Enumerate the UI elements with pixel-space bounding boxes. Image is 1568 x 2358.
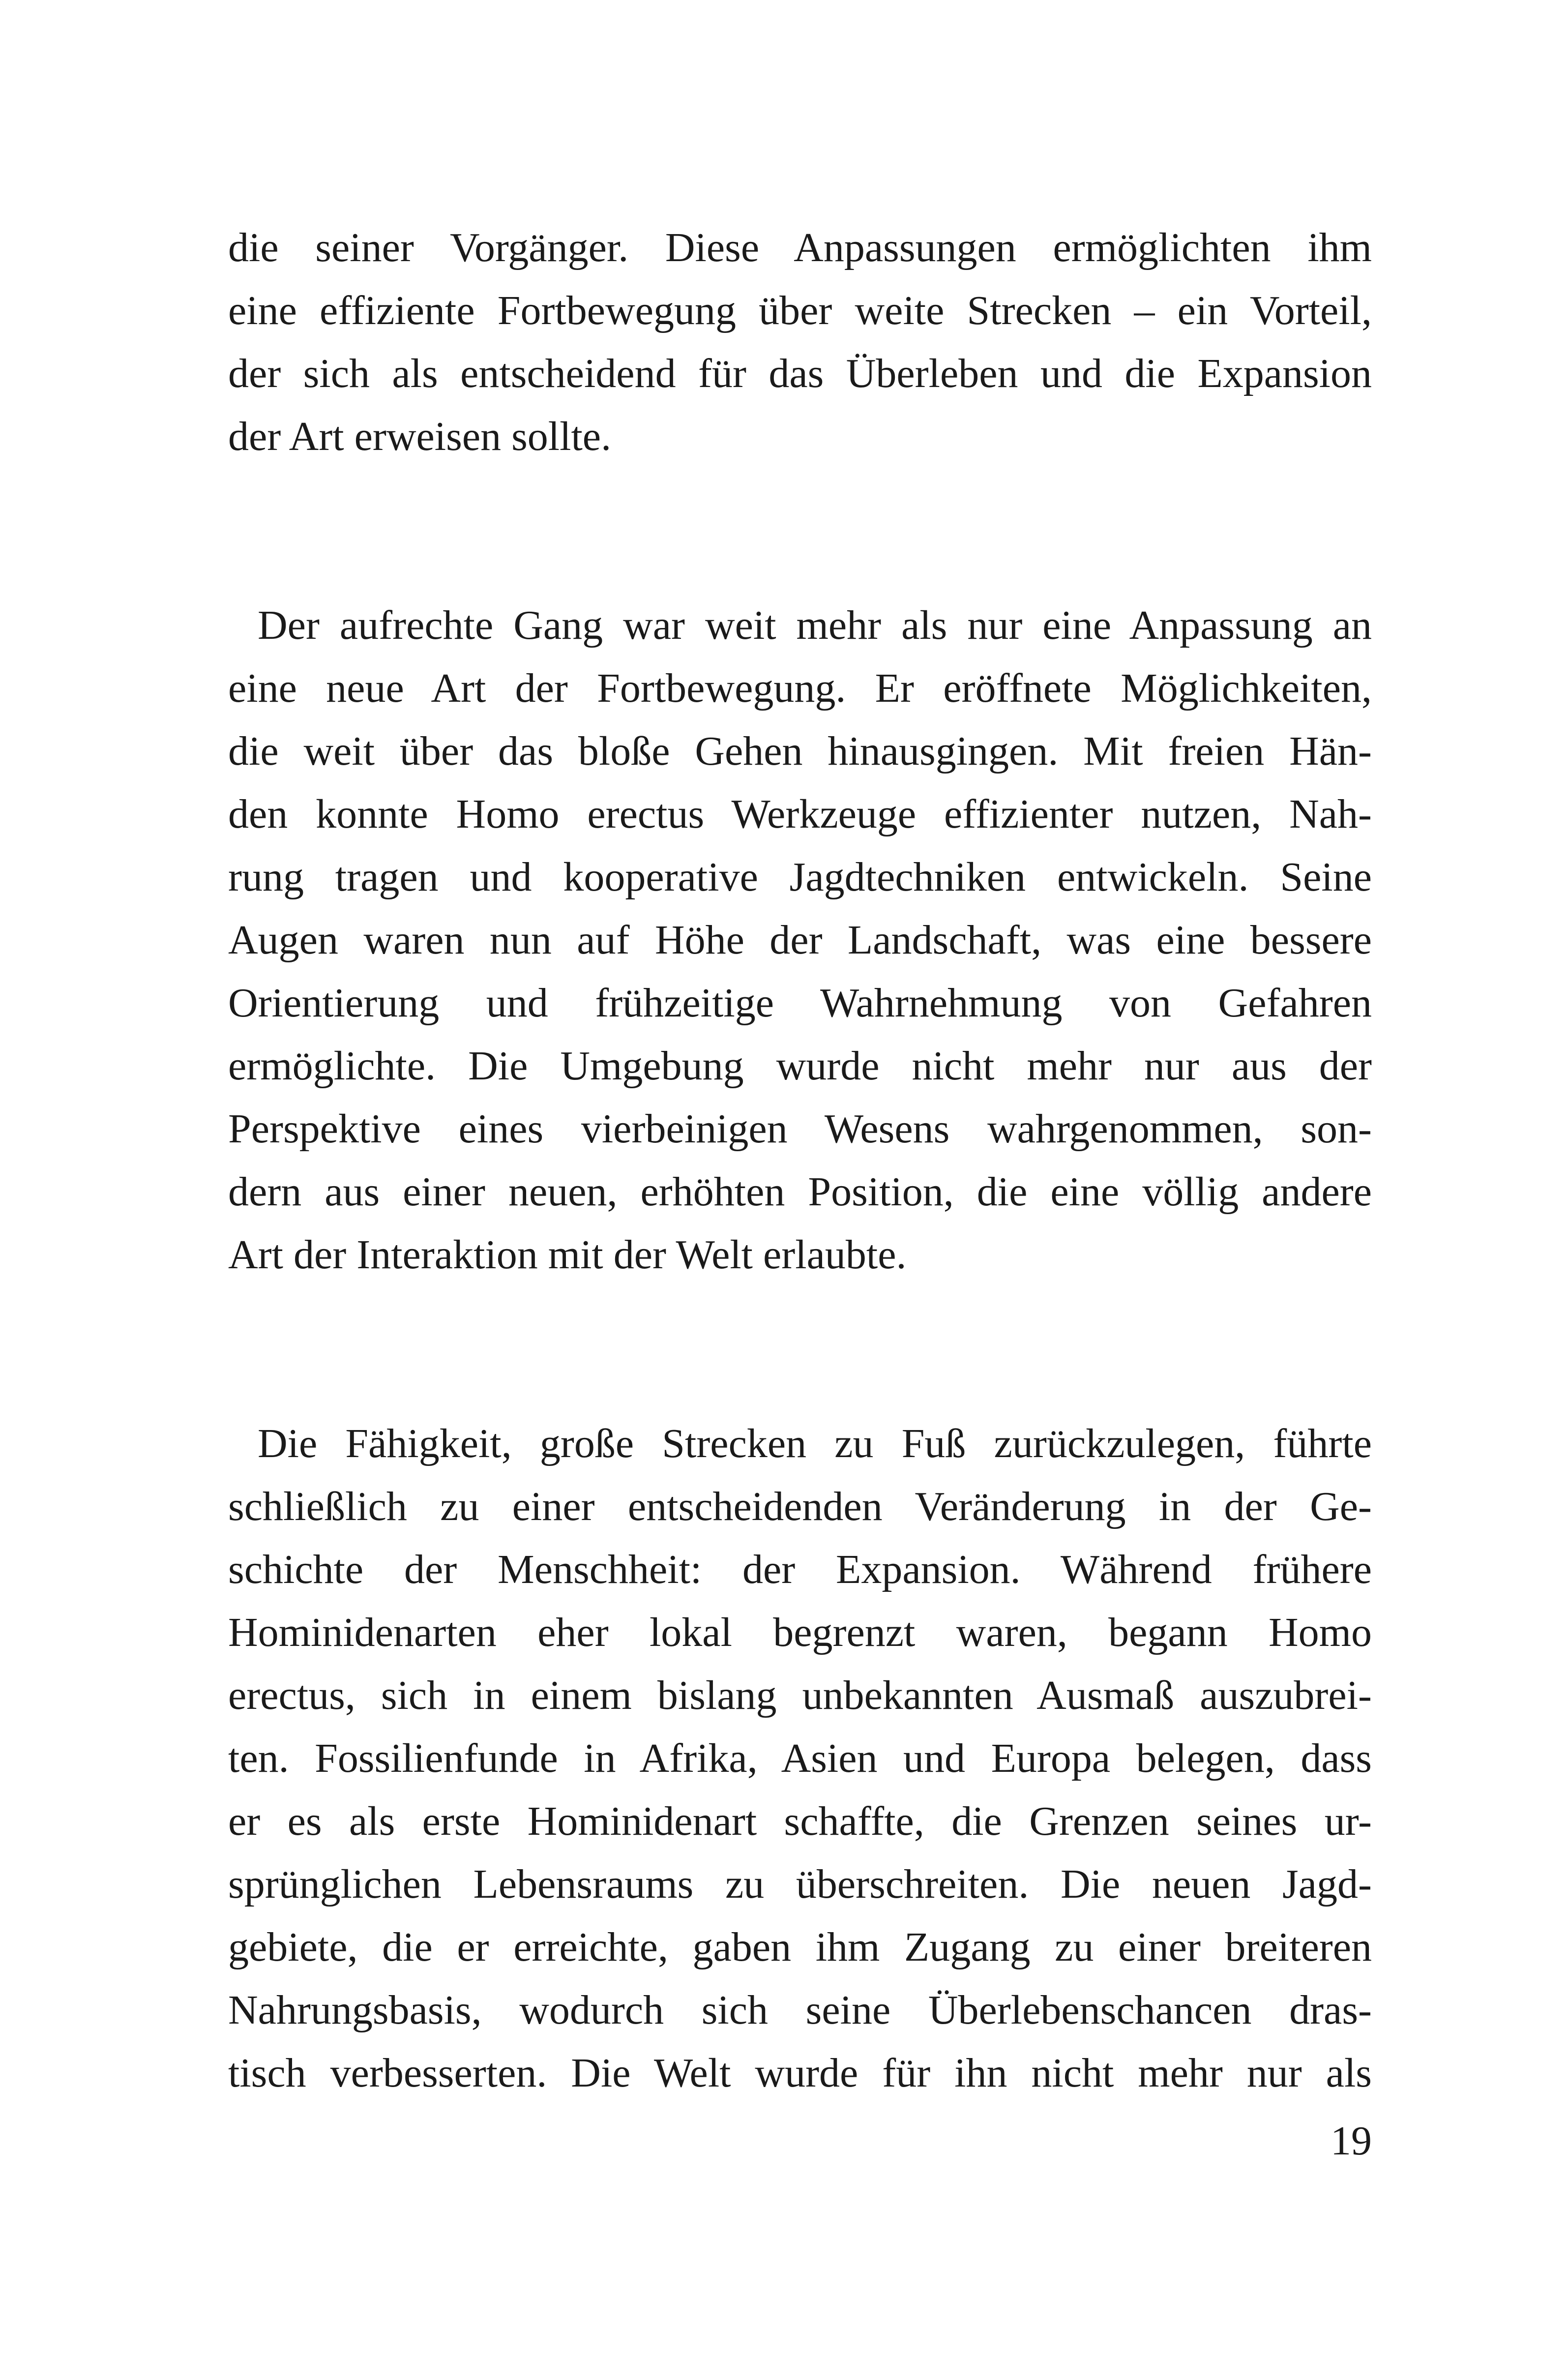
text-line: Hominidenarten eher lokal begrenzt waren, begann Homo bbox=[228, 1610, 1372, 1655]
text-line: ermöglichte. Die Umgebung wurde nicht mehr nur aus der bbox=[228, 1043, 1372, 1089]
page-number: 19 bbox=[1331, 2118, 1372, 2164]
text-line: Orientierung und frühzeitige Wahrnehmung von Gefahren bbox=[228, 980, 1372, 1026]
text-line: rung tragen und kooperative Jagdtechniken entwickeln. Seine bbox=[228, 854, 1372, 900]
text-line: erectus, sich in einem bislang unbekannten Ausmaß auszubrei- bbox=[228, 1672, 1372, 1718]
text-line: Augen waren nun auf Höhe der Landschaft, was eine bessere bbox=[228, 917, 1372, 963]
text-line: dern aus einer neuen, erhöhten Position, die eine völlig andere bbox=[228, 1169, 1372, 1215]
text-line: Der aufrechte Gang war weit mehr als nur eine Anpassung an bbox=[258, 602, 1372, 648]
text-line: Art der Interaktion mit der Welt erlaubte. bbox=[228, 1232, 907, 1278]
text-line: schließlich zu einer entscheidenden Veränderung in der Ge- bbox=[228, 1484, 1372, 1529]
body-text bbox=[228, 216, 1372, 2105]
text-line: der Art erweisen sollte. bbox=[228, 414, 612, 459]
text-line: den konnte Homo erectus Werkzeuge effizienter nutzen, Nah- bbox=[228, 791, 1372, 837]
text-line: Perspektive eines vierbeinigen Wesens wahrgenommen, son- bbox=[228, 1106, 1372, 1152]
text-line: gebiete, die er erreichte, gaben ihm Zugang zu einer breiteren bbox=[228, 1924, 1372, 1970]
paragraph-2 bbox=[228, 594, 1372, 1286]
text-line: Nahrungsbasis, wodurch sich seine Überlebenschancen dras- bbox=[228, 1987, 1372, 2033]
paragraph-1 bbox=[228, 216, 1372, 468]
text-line: ten. Fossilienfunde in Afrika, Asien und Europa belegen, dass bbox=[228, 1735, 1372, 1781]
text-line: die seiner Vorgänger. Diese Anpassungen ermöglichten ihm bbox=[228, 225, 1372, 270]
text-line: der sich als entscheidend für das Überleben und die Expansion bbox=[228, 351, 1372, 396]
text-line: eine effiziente Fortbewegung über weite Strecken – ein Vorteil, bbox=[228, 288, 1372, 333]
text-line: die weit über das bloße Gehen hinausgingen. Mit freien Hän- bbox=[228, 728, 1372, 774]
paragraph-3 bbox=[228, 1412, 1372, 2105]
text-line: Die Fähigkeit, große Strecken zu Fuß zurückzulegen, führte bbox=[258, 1421, 1372, 1466]
text-line: sprünglichen Lebensraums zu überschreiten. Die neuen Jagd- bbox=[228, 1861, 1372, 1907]
text-line: eine neue Art der Fortbewegung. Er eröffnete Möglichkeiten, bbox=[228, 665, 1372, 711]
text-line: tisch verbesserten. Die Welt wurde für ihn nicht mehr nur als bbox=[228, 2050, 1372, 2096]
text-line: schichte der Menschheit: der Expansion. Während frühere bbox=[228, 1547, 1372, 1592]
text-line: er es als erste Hominidenart schaffte, die Grenzen seines ur- bbox=[228, 1798, 1372, 1844]
